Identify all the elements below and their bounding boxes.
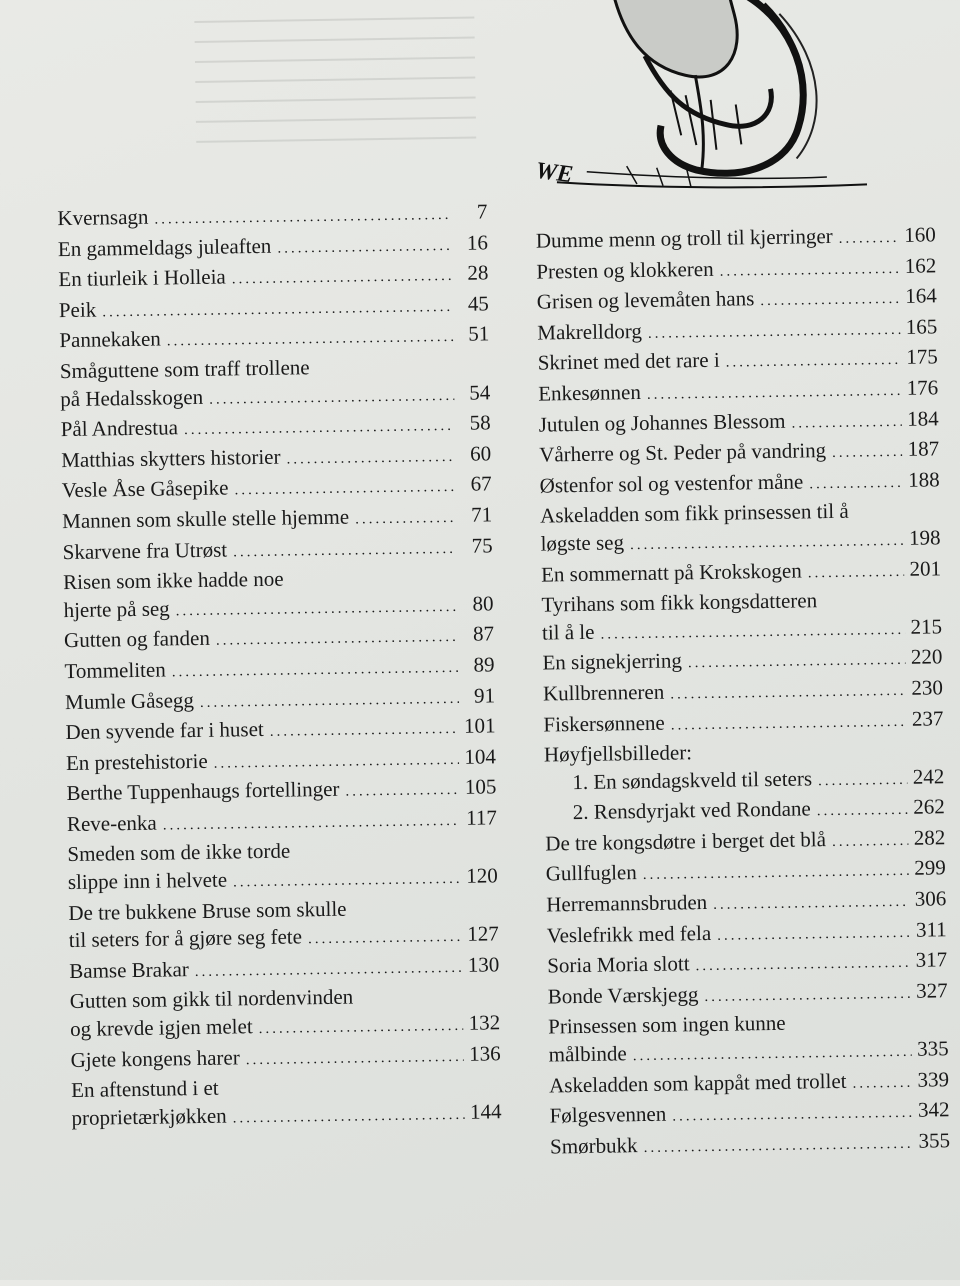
toc-entry bbox=[536, 252, 936, 289]
dot-leader bbox=[308, 924, 462, 954]
dot-leader bbox=[163, 808, 461, 840]
toc-entry-title: En aftenstund i et bbox=[70, 1075, 219, 1103]
dot-leader bbox=[176, 594, 458, 626]
toc-entry-title: Prinsessen som ingen kunne bbox=[548, 1011, 786, 1039]
toc-page-number: 71 bbox=[470, 502, 493, 527]
toc-page-number: 51 bbox=[468, 321, 490, 347]
toc-entry-title: De tre kongsdøtre i berget det blå bbox=[545, 827, 827, 856]
toc-entry bbox=[70, 982, 501, 1047]
dot-leader bbox=[704, 981, 910, 1012]
dot-leader bbox=[643, 1131, 912, 1163]
toc-entry bbox=[539, 435, 939, 472]
toc-entry-title: 1. En søndagskveld til seters bbox=[572, 766, 813, 794]
toc-entry bbox=[538, 374, 938, 411]
toc-page-number: 160 bbox=[904, 222, 936, 247]
dot-leader bbox=[760, 286, 899, 316]
toc-entry bbox=[537, 313, 937, 350]
toc-page-number: 164 bbox=[905, 283, 937, 309]
toc-entry-title: målbinde bbox=[548, 1041, 627, 1067]
toc-page-number: 355 bbox=[918, 1128, 951, 1153]
toc-page-number: 198 bbox=[908, 525, 941, 550]
toc-entry-title: Presten og klokkeren bbox=[536, 256, 714, 284]
toc-page-number: 75 bbox=[471, 532, 493, 558]
toc-entry-title: Småguttene som traff trollene bbox=[59, 355, 310, 384]
toc-page-number: 136 bbox=[468, 1040, 501, 1066]
toc-entry bbox=[543, 705, 943, 742]
dot-leader bbox=[719, 256, 899, 286]
toc-entry-title: Jutulen og Johannes Blessom bbox=[538, 408, 786, 437]
dot-leader bbox=[167, 324, 454, 356]
toc-entry-title: Bonde Værskjegg bbox=[547, 981, 699, 1009]
dot-leader bbox=[671, 708, 907, 739]
dot-leader bbox=[832, 828, 908, 857]
dot-leader bbox=[246, 1043, 464, 1074]
toc-entry bbox=[545, 794, 945, 831]
dot-leader bbox=[852, 1069, 911, 1098]
dot-leader bbox=[791, 408, 901, 437]
toc-entry-title: Bamse Brakar bbox=[69, 956, 189, 983]
toc-page-number: 67 bbox=[470, 471, 492, 497]
toc-entry-title: Smeden som de ikke torde bbox=[67, 839, 291, 867]
dot-leader bbox=[633, 1039, 912, 1071]
toc-entry-title: Mumle Gåsegg bbox=[64, 687, 195, 714]
toc-page-number: 335 bbox=[916, 1036, 949, 1061]
toc-page-number: 175 bbox=[906, 344, 938, 370]
dot-leader bbox=[209, 382, 455, 413]
toc-page-number: 104 bbox=[464, 743, 497, 769]
toc-page-number: 58 bbox=[469, 410, 491, 435]
toc-entry-title: til seters for å gjøre seg fete bbox=[68, 924, 303, 953]
toc-entry bbox=[541, 585, 942, 649]
toc-entry-title: løgste seg bbox=[540, 530, 625, 556]
toc-entry-title: Pannekaken bbox=[59, 326, 162, 353]
toc-page-number: 176 bbox=[906, 375, 939, 400]
toc-entry bbox=[537, 283, 937, 320]
dot-leader bbox=[670, 678, 906, 709]
toc-entry-title: Peik bbox=[58, 297, 97, 322]
toc-page-number: 215 bbox=[910, 614, 943, 639]
toc-entry bbox=[68, 893, 499, 958]
toc-page-number: 144 bbox=[469, 1099, 502, 1124]
toc-page-number: 60 bbox=[469, 441, 492, 466]
toc-entry-title: Reve-enka bbox=[66, 810, 157, 836]
toc-entry-title: Smørbukk bbox=[549, 1132, 638, 1159]
toc-page-number: 89 bbox=[473, 652, 495, 677]
book-page bbox=[4, 0, 960, 1286]
dot-leader bbox=[286, 444, 455, 474]
toc-page-number: 162 bbox=[904, 252, 937, 278]
toc-entry-title: En signekjerring bbox=[542, 648, 683, 675]
dot-leader bbox=[216, 624, 459, 655]
toc-page-number: 45 bbox=[467, 291, 490, 316]
toc-entry bbox=[539, 405, 939, 442]
toc-page-number: 317 bbox=[915, 947, 948, 972]
toc-page-number: 80 bbox=[472, 591, 494, 616]
toc-page-number: 201 bbox=[909, 555, 942, 581]
dot-leader bbox=[726, 347, 901, 377]
dot-leader bbox=[200, 685, 459, 717]
toc-entry-title: 2. Rensdyrjakt ved Rondane bbox=[572, 796, 811, 825]
dot-leader bbox=[154, 202, 451, 234]
dot-leader bbox=[717, 919, 910, 950]
dot-leader bbox=[102, 294, 453, 327]
toc-entry-title: Gjete kongens harer bbox=[70, 1044, 240, 1072]
toc-page-number: 16 bbox=[466, 229, 489, 255]
toc-entry bbox=[541, 555, 941, 592]
toc-entry bbox=[547, 916, 947, 953]
toc-entry-title: Skarvene fra Utrøst bbox=[62, 537, 228, 564]
toc-page-number: 7 bbox=[476, 199, 488, 224]
toc-entry-title: Veslefrikk med fela bbox=[546, 920, 712, 948]
toc-entry-title: Grisen og levemåten hans bbox=[536, 286, 755, 314]
toc-entry-title: Fiskersønnene bbox=[543, 710, 665, 737]
toc-entry bbox=[67, 835, 498, 900]
toc-entry bbox=[546, 855, 946, 892]
toc-page-number: 262 bbox=[913, 794, 945, 820]
dot-leader bbox=[233, 866, 461, 897]
toc-entry bbox=[538, 344, 938, 381]
toc-entry-title: Risen som ikke hadde noe bbox=[62, 566, 284, 595]
toc-entry-title: En tiurleik i Holleia bbox=[58, 264, 226, 292]
toc-page-number: 299 bbox=[914, 855, 946, 881]
toc-entry-title: Gutten og fanden bbox=[63, 626, 211, 653]
toc-entry bbox=[60, 351, 491, 416]
toc-page-number: 342 bbox=[917, 1097, 950, 1122]
dot-leader bbox=[647, 378, 901, 410]
dot-leader bbox=[270, 716, 459, 747]
dot-leader bbox=[713, 889, 909, 920]
toc-entry-title: Gutten som gikk til nordenvinden bbox=[69, 985, 354, 1014]
toc-page-number: 28 bbox=[467, 260, 489, 285]
dot-leader bbox=[277, 233, 452, 263]
dot-leader bbox=[233, 535, 457, 566]
toc-entry bbox=[549, 1096, 949, 1133]
toc-page-number: 242 bbox=[912, 763, 945, 789]
toc-entry bbox=[71, 1070, 502, 1135]
toc-column-right bbox=[536, 221, 951, 1164]
illustrator-signature: WE bbox=[534, 157, 575, 189]
dot-leader bbox=[233, 1102, 465, 1133]
show-through-text bbox=[194, 0, 477, 203]
toc-entry bbox=[548, 1008, 949, 1072]
toc-page-number: 187 bbox=[907, 436, 940, 461]
dot-leader bbox=[355, 505, 456, 534]
toc-page-number: 282 bbox=[913, 825, 946, 850]
toc-page-number: 311 bbox=[915, 916, 947, 942]
toc-entry-title: Berthe Tuppenhaugs fortellinger bbox=[66, 777, 340, 806]
toc-column-left bbox=[57, 198, 502, 1135]
toc-page-number: 306 bbox=[914, 886, 947, 911]
dot-leader bbox=[809, 470, 902, 499]
dot-leader bbox=[172, 655, 459, 687]
toc-page-number: 339 bbox=[917, 1066, 950, 1092]
toc-page-number: 165 bbox=[905, 314, 938, 339]
toc-entry-title: Askeladden som kappåt med trollet bbox=[548, 1068, 847, 1098]
toc-entry-title: Vårherre og St. Peder på vandring bbox=[539, 438, 827, 467]
toc-entry bbox=[549, 1066, 949, 1103]
toc-page-number: 188 bbox=[907, 467, 940, 492]
dot-leader bbox=[214, 747, 459, 778]
toc-entry-title: Enkesønnen bbox=[538, 379, 642, 406]
toc-entry bbox=[542, 644, 942, 681]
toc-entry-title: Herremannsbruden bbox=[546, 890, 708, 917]
toc-page-number: 184 bbox=[906, 405, 939, 431]
toc-entry-title: Kvernsagn bbox=[57, 204, 149, 231]
toc-entry-title: Dumme menn og troll til kjerringer bbox=[535, 223, 833, 253]
toc-entry-title: En sommernatt på Krokskogen bbox=[540, 558, 802, 587]
toc-page-number: 237 bbox=[911, 705, 944, 731]
dot-leader bbox=[643, 858, 909, 890]
toc-entry bbox=[547, 946, 947, 983]
dot-leader bbox=[808, 558, 904, 587]
toc-entry-title: Gullfuglen bbox=[545, 860, 637, 887]
toc-entry bbox=[544, 763, 944, 800]
toc-page-number: 91 bbox=[473, 682, 496, 708]
dot-leader bbox=[234, 474, 456, 505]
toc-entry-title: En gammeldags juleaften bbox=[57, 233, 272, 261]
toc-entry-title: og krevde igjen melet bbox=[69, 1014, 253, 1042]
dot-leader bbox=[195, 955, 462, 987]
toc-entry bbox=[545, 824, 945, 861]
toc-entry-title: Den syvende far i huset bbox=[65, 717, 264, 745]
toc-page-number: 327 bbox=[915, 978, 948, 1003]
toc-entry-title: Tommeliten bbox=[64, 657, 166, 683]
toc-entry-title: Tyrihans som fikk kongsdatteren bbox=[541, 588, 818, 617]
toc-page-number: 230 bbox=[911, 675, 944, 700]
toc-entry-title: til å le bbox=[541, 619, 595, 645]
toc-entry-title: Vesle Åse Gåsepike bbox=[61, 475, 229, 503]
dot-leader bbox=[817, 797, 908, 826]
toc-entry-title: De tre bukkene Bruse som skulle bbox=[68, 896, 347, 925]
toc-entry-title: Østenfor sol og vestenfor måne bbox=[539, 469, 804, 498]
toc-entry-title: Matthias skytters historier bbox=[61, 444, 281, 472]
toc-entry-title: hjerte på seg bbox=[63, 596, 170, 622]
toc-page-number: 105 bbox=[464, 774, 497, 800]
toc-entry bbox=[536, 221, 936, 258]
toc-page-number: 220 bbox=[910, 644, 943, 670]
toc-page-number: 127 bbox=[467, 921, 499, 947]
dot-leader bbox=[259, 1013, 463, 1044]
toc-entry-title: proprietærkjøkken bbox=[71, 1103, 227, 1130]
toc-entry-title: Høyfjellsbilleder: bbox=[543, 740, 693, 767]
toc-page-number: 117 bbox=[465, 805, 498, 830]
dot-leader bbox=[832, 439, 902, 468]
dot-leader bbox=[818, 767, 907, 796]
dot-leader bbox=[648, 317, 900, 349]
toc-page-number: 101 bbox=[463, 713, 496, 738]
toc-entry-title: Skrinet med det rare i bbox=[537, 348, 720, 375]
toc-entry-title: Mannen som skulle stelle hjemme bbox=[62, 504, 350, 534]
toc-entry-title: Makrelldorg bbox=[537, 318, 643, 345]
troll-illustration bbox=[494, 0, 937, 198]
toc-entry bbox=[63, 562, 494, 627]
dot-leader bbox=[695, 950, 910, 981]
dot-leader bbox=[688, 647, 906, 678]
dot-leader bbox=[630, 528, 903, 560]
dot-leader bbox=[839, 225, 899, 254]
dot-leader bbox=[600, 617, 904, 649]
toc-page-number: 120 bbox=[466, 863, 498, 888]
toc-entry-title: Følgesvennen bbox=[549, 1101, 667, 1128]
toc-entry bbox=[546, 885, 946, 922]
toc-entry-title: på Hedalsskogen bbox=[60, 384, 204, 411]
toc-entry-title: Askeladden som fikk prinsessen til å bbox=[539, 499, 849, 528]
dot-leader bbox=[232, 263, 453, 294]
toc-entry bbox=[543, 674, 943, 711]
toc-entry bbox=[548, 977, 948, 1014]
toc-page-number: 132 bbox=[468, 1010, 501, 1035]
toc-entry bbox=[540, 497, 941, 561]
toc-page-number: 87 bbox=[472, 621, 495, 646]
toc-page-number: 54 bbox=[469, 379, 491, 405]
dot-leader bbox=[672, 1100, 912, 1131]
toc-entry-title: Soria Moria slott bbox=[547, 951, 690, 978]
toc-entry-title: Kullbrenneren bbox=[542, 679, 665, 706]
toc-entry bbox=[550, 1127, 950, 1164]
toc-entry-title: En prestehistorie bbox=[65, 748, 208, 775]
dot-leader bbox=[345, 777, 459, 806]
dot-leader bbox=[184, 413, 455, 445]
toc-entry-title: Pål Andrestua bbox=[60, 415, 179, 442]
toc-page-number: 130 bbox=[467, 952, 500, 977]
toc-entry bbox=[539, 466, 939, 503]
toc-entry-title: slippe inn i helvete bbox=[67, 867, 228, 895]
